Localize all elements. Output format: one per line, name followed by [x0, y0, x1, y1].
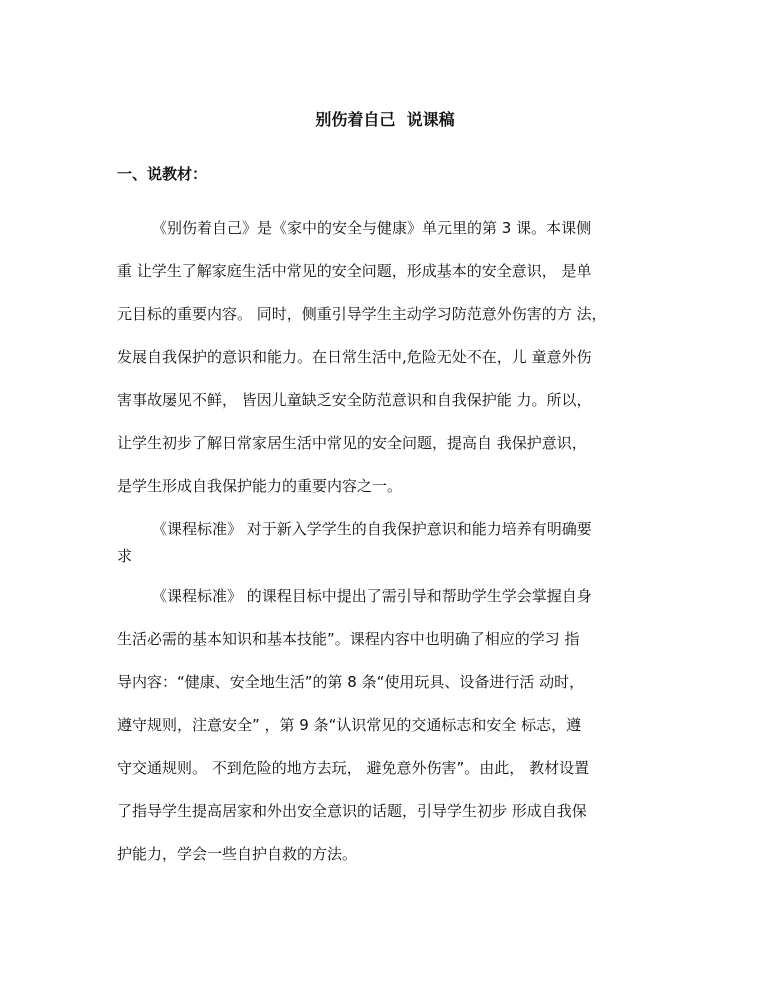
paragraph-line: 发展自我保护的意识和能力。在日常生活中,危险无处不在，儿 童意外伤	[117, 348, 592, 366]
paragraph-line: 护能力，学会一些自护自救的方法。	[117, 845, 358, 863]
paragraph-line: 《课程标准》 对于新入学学生的自我保护意识和能力培养有明确要	[152, 520, 592, 538]
paragraph-line: 是学生形成自我保护能力的重要内容之一。	[117, 477, 403, 495]
paragraph-line: 《课程标准》 的课程目标中提出了需引导和帮助学生学会掌握自身	[152, 587, 592, 605]
paragraph-line: 生活必需的基本知识和基本技能”。课程内容中也明确了相应的学习 指	[117, 630, 580, 648]
paragraph-line: 重 让学生了解家庭生活中常见的安全问题，形成基本的安全意识， 是单	[117, 262, 592, 280]
paragraph-line: 害事故屡见不鲜， 皆因儿童缺乏安全防范意识和自我保护能 力。所以，	[117, 391, 592, 409]
paragraph-line: 《别伤着自己》是《家中的安全与健康》单元里的第 3 课。本课侧	[152, 219, 592, 237]
paragraph-line: 遵守规则，注意安全” ，第 9 条“认识常见的交通标志和安全 标志，遵	[117, 716, 582, 734]
page-title: 别伤着自己 说课稿	[315, 110, 455, 129]
paragraph-line: 导内容：“健康、安全地生活”的第 8 条“使用玩具、设备进行活 动时，	[117, 673, 585, 691]
section-heading: 一、说教材：	[117, 165, 208, 183]
paragraph-line: 元目标的重要内容。 同时，侧重引导学生主动学习防范意外伤害的方 法，	[117, 305, 607, 323]
paragraph-line: 守交通规则。 不到危险的地方去玩， 避免意外伤害”。由此， 教材设置	[117, 759, 590, 777]
paragraph-line: 求	[117, 547, 133, 565]
paragraph-line: 了指导学生提高居家和外出安全意识的话题，引导学生初步 形成自我保	[117, 802, 587, 820]
paragraph-line: 让学生初步了解日常家居生活中常见的安全问题，提高自 我保护意识，	[117, 434, 587, 452]
